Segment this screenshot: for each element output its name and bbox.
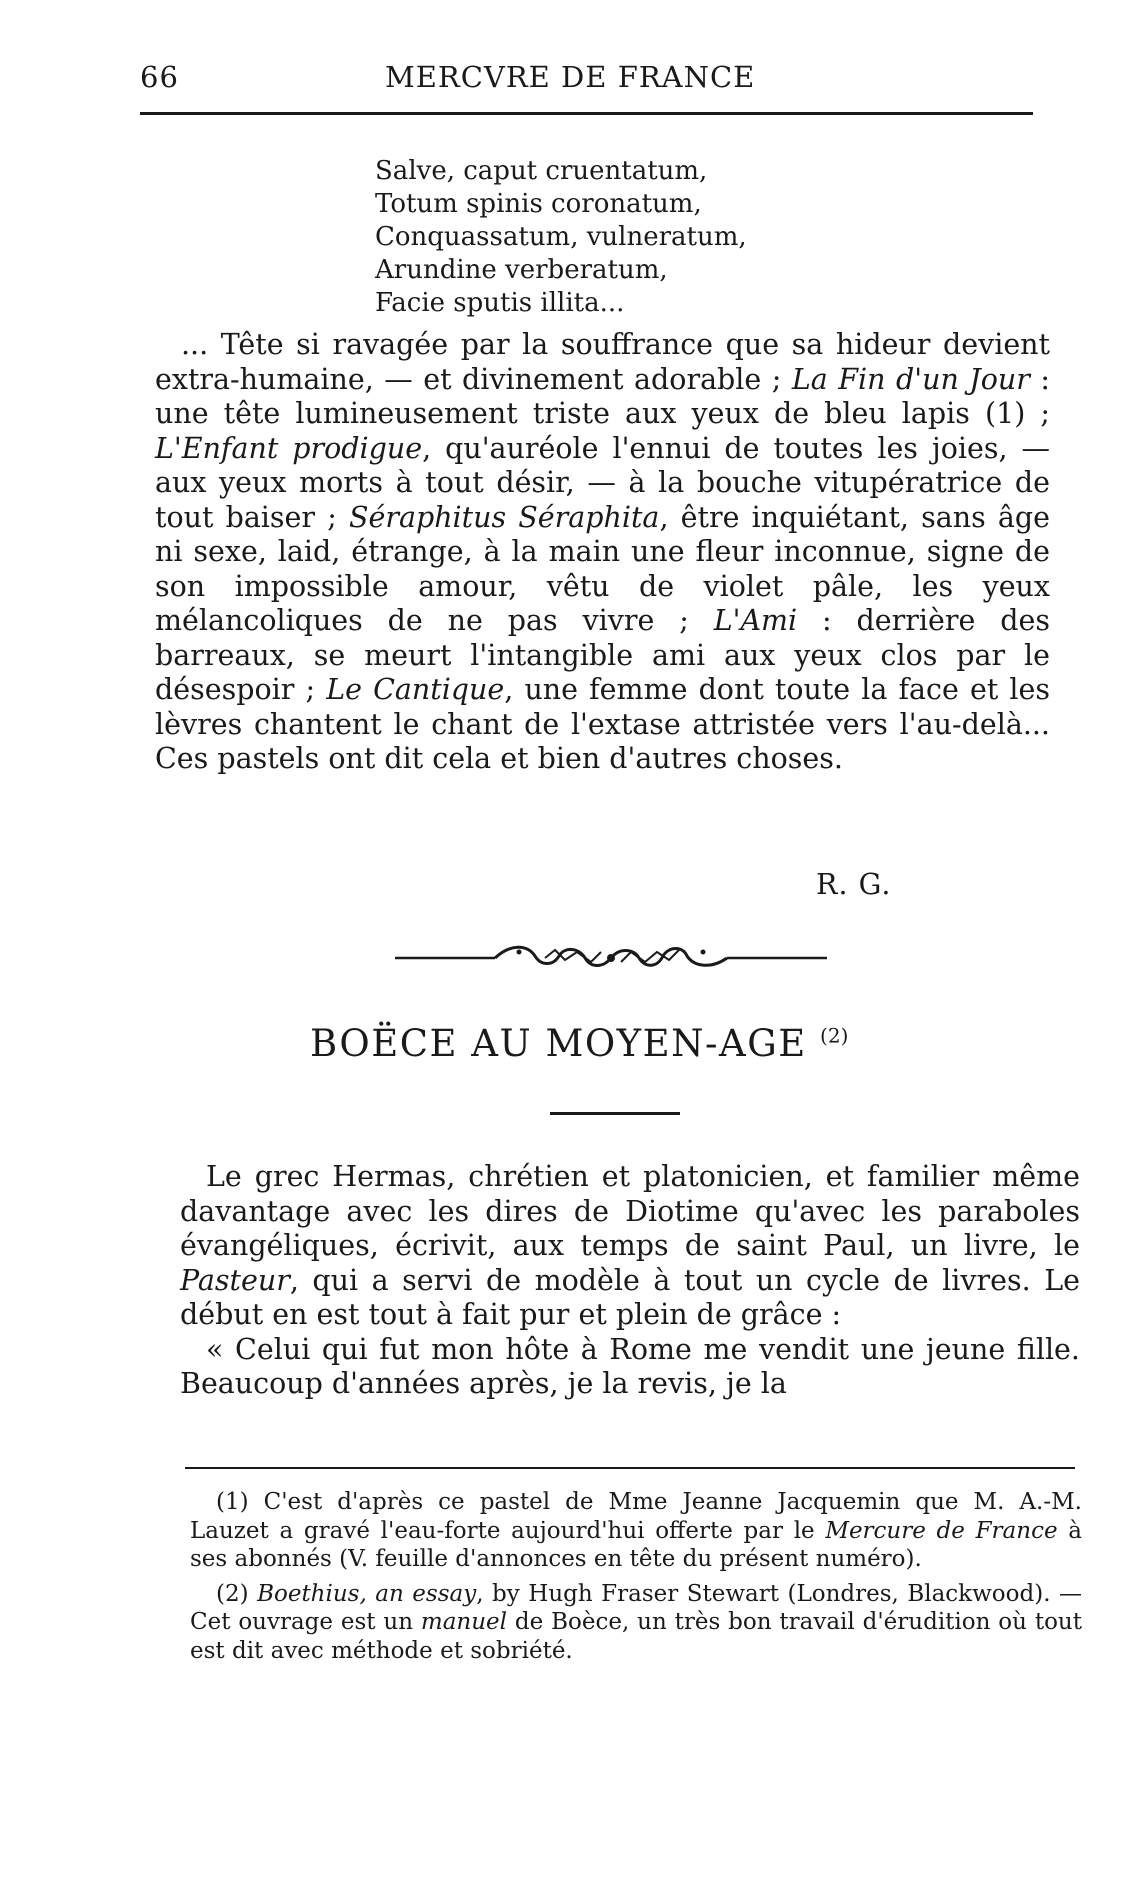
author-signature: R. G. (816, 868, 892, 901)
ornament-divider (395, 938, 827, 978)
artwork-title: L'Enfant prodigue (155, 431, 423, 465)
verse-line: Conquassatum, vulneratum, (375, 222, 747, 252)
verse-line: Totum spinis coronatum, (375, 189, 702, 219)
footnote-1: (1) C'est d'après ce pastel de Mme Jeanne Jacquemin que M. A.-M. Lauzet a gravé l'eau-forte aujourd'hui offerte par le Mercure de France à ses abonnés (V. feuille d'annonces en tête du présent numéro). (190, 1489, 1083, 1572)
article-paragraph: Le grec Hermas, chrétien et platonicien, et familier même davantage avec les dires de Diotime qu'avec les paraboles évangéliques, écrivit, aux temps de saint Paul, un livre, le Pasteur, qui a servi de modèle à tout un cycle de livres. Le début en est tout à fait pur et plein de grâce : (180, 1160, 1080, 1331)
header-rule (140, 112, 1033, 115)
page-header (135, 54, 1035, 104)
artwork-title: Séraphitus Séraphita (348, 500, 660, 534)
footnotes (190, 1488, 1082, 1665)
verse-line: Salve, caput cruentatum, (375, 156, 708, 186)
book-title: Boethius, an essay (257, 1580, 477, 1607)
section-title: BOËCE AU MOYEN-AGE $^{(2)}$ (310, 1022, 849, 1065)
footnote-2: (2) Boethius, an essay, by Hugh Fraser Stewart (Londres, Blackwood). — Cet ouvrage est un manuel de Boèce, un très bon travail d'érudition où tout est dit avec méthode et sobriété. (190, 1580, 1082, 1664)
book-title: Pasteur (180, 1263, 290, 1297)
footnote-rule (185, 1467, 1075, 1469)
running-title: MERCVRE DE FRANCE (385, 60, 756, 94)
review-text (155, 328, 1050, 777)
verse-line: Facie sputis illita... (375, 288, 625, 318)
page-number: 66 (140, 60, 179, 94)
artwork-title: L'Ami (713, 604, 798, 637)
verse-line: Arundine verberatum, (375, 255, 668, 285)
emphasis-word: manuel (420, 1609, 508, 1635)
article-text (180, 1160, 1080, 1402)
artwork-title: Le Cantique (326, 673, 505, 706)
review-paragraph: ... Tête si ravagée par la souffrance que sa hideur devient extra-humaine, — et divinement adorable ; La Fin d'un Jour : une tête lumineusement triste aux yeux de bleu lapis (1) ; L'Enfant prodigue, qu'auréole l'ennui de toutes les joies, — aux yeux morts à tout désir, — à la bouche vitupératrice de tout baiser ; Séraphitus Séraphita, être inquiétant, sans âge ni sexe, laid, étrange, à la main une fleur inconnue, signe de son impossible amour, vêtu de violet pâle, les yeux mélancoliques de ne pas vivre ; L'Ami : derrière des barreaux, se meurt l'intangible ami aux yeux clos par le désespoir ; Le Cantique, une femme dont toute la face et les lèvres chantent le chant de l'extase attristée vers l'au-delà... Ces pastels ont dit cela et bien d'autres choses. (155, 328, 1050, 775)
article-paragraph: « Celui qui fut mon hôte à Rome me vendit une jeune fille. Beaucoup d'années après, je la revis, je la (180, 1332, 1080, 1400)
latin-verse (375, 155, 747, 320)
title-rule (550, 1112, 680, 1115)
footnote-reference: (2) (820, 1023, 849, 1048)
publication-title: Mercure de France (825, 1517, 1058, 1544)
artwork-title: La Fin d'un Jour (791, 362, 1030, 396)
